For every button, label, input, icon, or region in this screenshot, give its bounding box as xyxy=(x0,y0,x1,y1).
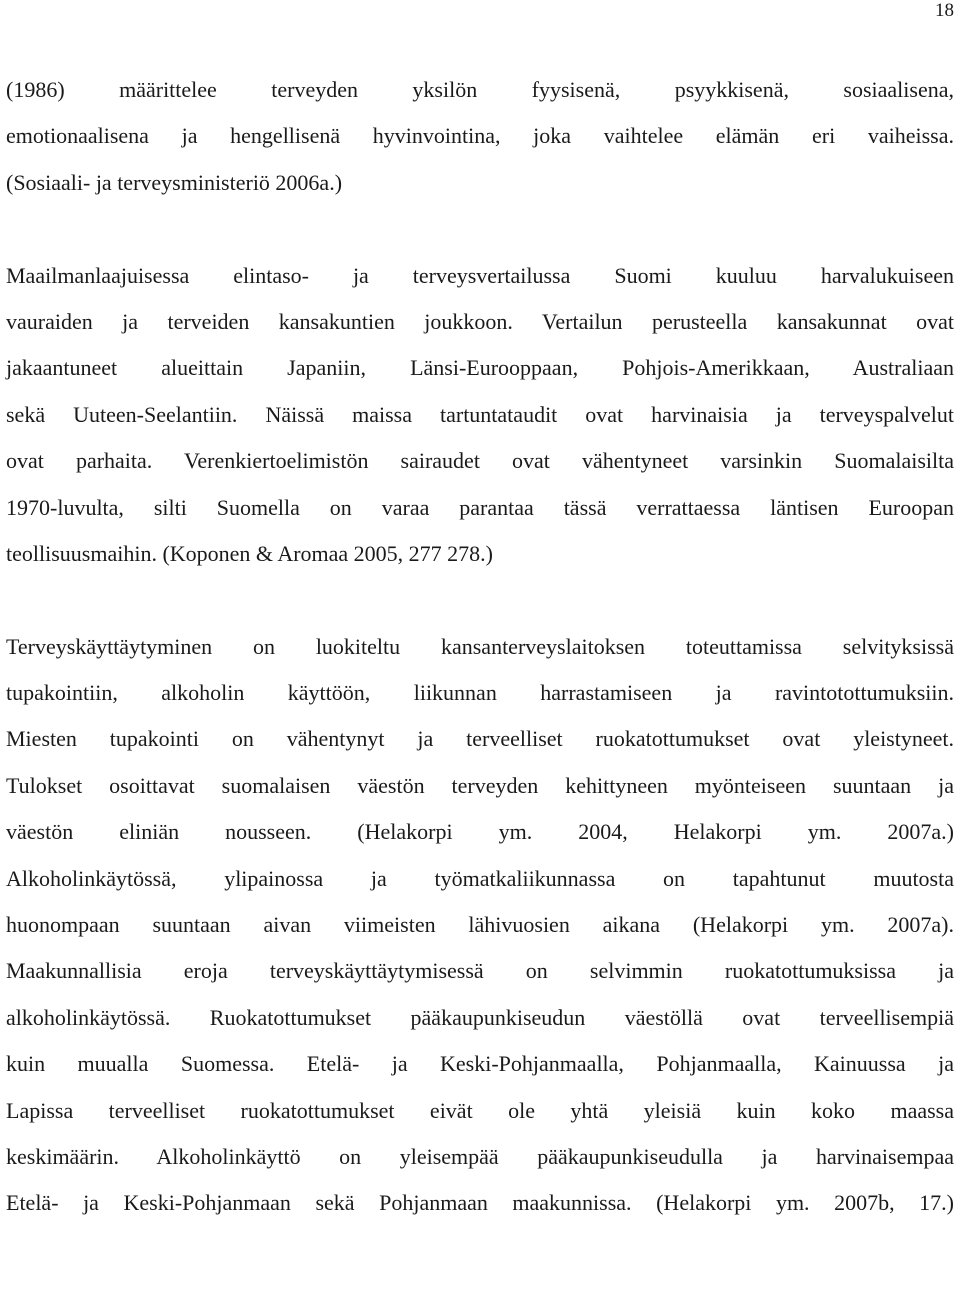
text-line: kuin muualla Suomessa. Etelä- ja Keski-Pohjanmaalla, Pohjanmaalla, Kainuussa ja xyxy=(6,1051,954,1077)
document-body xyxy=(6,67,954,1227)
paragraph-health-behaviour xyxy=(6,624,954,1227)
text-line: keskimäärin. Alkoholinkäyttö on yleisempää pääkaupunkiseudulla ja harvinaisempaa xyxy=(6,1143,954,1169)
text-line: jakaantuneet alueittain Japaniin, Länsi-Eurooppaan, Pohjois-Amerikkaan, Australiaan xyxy=(6,355,954,381)
text-line: huonompaan suuntaan aivan viimeisten lähivuosien aikana (Helakorpi ym. 2007a). xyxy=(6,912,954,938)
text-line: Tulokset osoittavat suomalaisen väestön terveyden kehittyneen myönteiseen suuntaan ja xyxy=(6,772,954,798)
text-line: sekä Uuteen-Seelantiin. Näissä maissa tartuntataudit ovat harvinaisia ja terveyspalvelut xyxy=(6,401,954,427)
paragraph-spacer xyxy=(6,577,954,623)
text-line: Maakunnallisia eroja terveyskäyttäytymisessä on selvimmin ruokatottumuksissa ja xyxy=(6,958,954,984)
text-line: (Sosiaali- ja terveysministeriö 2006a.) xyxy=(6,169,343,195)
text-line: ovat parhaita. Verenkiertoelimistön sairaudet ovat vähentyneet varsinkin Suomalaisilta xyxy=(6,448,954,474)
text-line: Alkoholinkäytössä, ylipainossa ja työmatkaliikunnassa on tapahtunut muutosta xyxy=(6,865,954,891)
paragraph-spacer xyxy=(6,206,954,252)
text-line: emotionaalisena ja hengellisenä hyvinvointina, joka vaihtelee elämän eri vaiheissa. xyxy=(6,123,954,149)
text-line: Etelä- ja Keski-Pohjanmaan sekä Pohjanmaan maakunnissa. (Helakorpi ym. 2007b, 17.) xyxy=(6,1190,954,1216)
text-line: alkoholinkäytössä. Ruokatottumukset pääkaupunkiseudun väestöllä ovat terveellisempiä xyxy=(6,1004,954,1030)
paragraph-health-definition xyxy=(6,67,954,206)
text-line: 1970-luvulta, silti Suomella on varaa parantaa tässä verrattaessa läntisen Euroopan xyxy=(6,494,954,520)
text-line: väestön eliniän nousseen. (Helakorpi ym. 2004, Helakorpi ym. 2007a.) xyxy=(6,819,954,845)
text-line: Terveyskäyttäytyminen on luokiteltu kansanterveyslaitoksen toteuttamissa selvityksissä xyxy=(6,633,954,659)
text-line: Maailmanlaajuisessa elintaso- ja terveysvertailussa Suomi kuuluu harvalukuiseen xyxy=(6,262,954,288)
page-number: 18 xyxy=(935,0,954,21)
paragraph-international-comparison xyxy=(6,253,954,578)
text-line: Miesten tupakointi on vähentynyt ja terveelliset ruokatottumukset ovat yleistyneet. xyxy=(6,726,954,752)
text-line: (1986) määrittelee terveyden yksilön fyysisenä, psyykkisenä, sosiaalisena, xyxy=(6,77,954,102)
text-line: tupakointiin, alkoholin käyttöön, liikunnan harrastamiseen ja ravintotottumuksiin. xyxy=(6,680,954,706)
text-line: Lapissa terveelliset ruokatottumukset eivät ole yhtä yleisiä kuin koko maassa xyxy=(6,1097,954,1123)
text-line: teollisuusmaihin. (Koponen & Aromaa 2005, 277 278.) xyxy=(6,540,493,566)
text-line: vauraiden ja terveiden kansakuntien joukkoon. Vertailun perusteella kansakunnat ovat xyxy=(6,308,954,334)
